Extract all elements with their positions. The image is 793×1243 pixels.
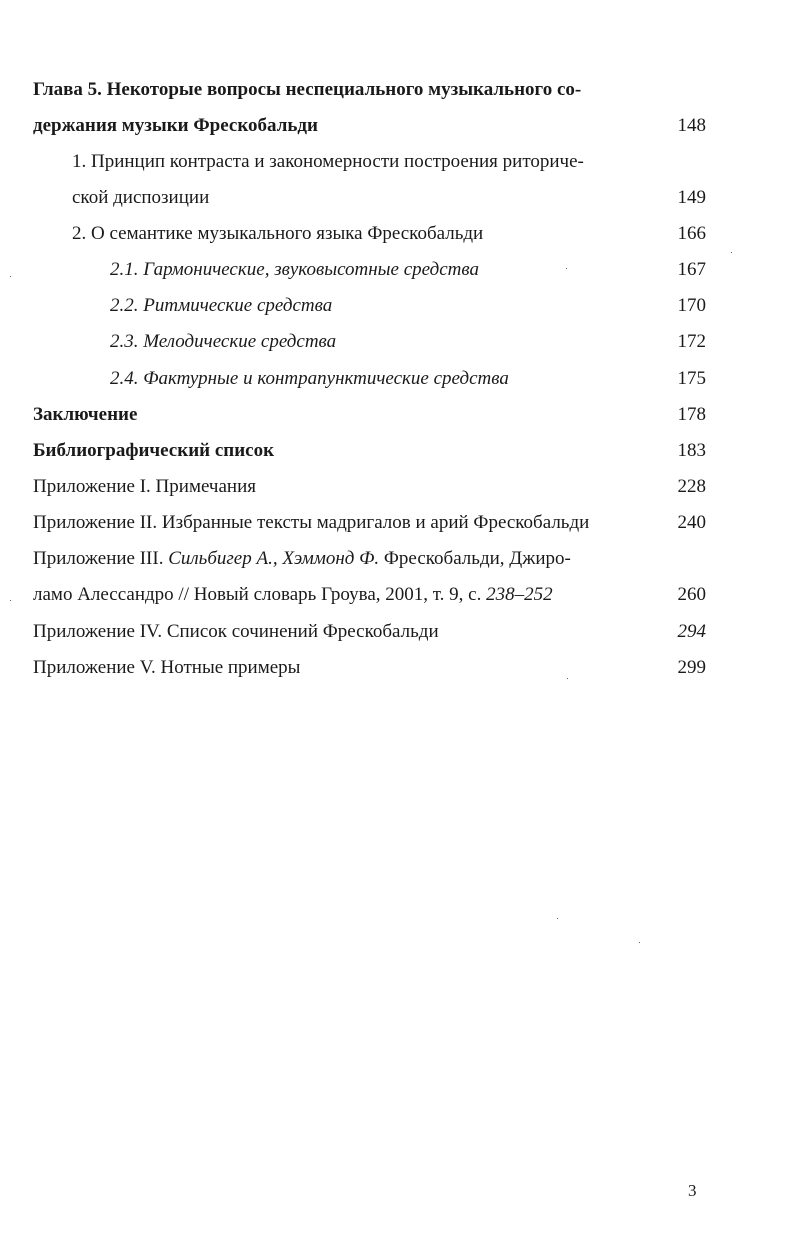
scan-speck <box>566 268 567 269</box>
toc-subsection-2-2-page: 170 <box>677 295 706 316</box>
toc-appendix1-page: 228 <box>677 476 706 497</box>
scan-speck <box>10 600 11 601</box>
toc-section1-title-line1: 1. Принцип контраста и закономерности построения риториче- <box>72 151 584 172</box>
toc-appendix4-title: Приложение IV. Список сочинений Фрескобальди <box>33 621 439 642</box>
page-number: 3 <box>688 1181 697 1200</box>
toc-appendix3-page: 260 <box>677 584 706 605</box>
toc-subsection-2-4-page: 175 <box>677 368 706 389</box>
toc-appendix3-title-line2 <box>33 583 553 607</box>
toc-appendix2-page: 240 <box>677 512 706 533</box>
toc-appendix1-title: Приложение I. Примечания <box>33 476 256 497</box>
toc-subsection-2-3-page: 172 <box>677 331 706 352</box>
scan-speck <box>731 252 732 253</box>
scan-speck <box>567 678 568 679</box>
toc-bibliography-title: Библиографический список <box>33 440 275 461</box>
toc-section1-title-line2: ской диспозиции <box>72 187 210 208</box>
toc-conclusion-page: 178 <box>677 404 706 425</box>
toc-appendix3-prefix: Приложение III. <box>33 548 164 569</box>
toc-section1-page: 149 <box>677 187 706 208</box>
toc-appendix3-authors: Сильбигер А., Хэммонд Ф. <box>168 548 380 569</box>
toc-chapter5-title-line2: держания музыки Фрескобальди <box>33 115 318 136</box>
toc-appendix3-pages-range: 238–252 <box>486 584 553 605</box>
toc-bibliography-page: 183 <box>677 440 706 461</box>
toc-chapter5-title-line1: Глава 5. Некоторые вопросы неспециального музыкального со- <box>33 79 582 100</box>
toc-appendix2-title: Приложение II. Избранные тексты мадригалов и арий Фрескобальди <box>33 512 590 533</box>
toc-chapter5-page: 148 <box>677 115 706 136</box>
toc-subsection-2-4-title: 2.4. Фактурные и контрапунктические средства <box>110 368 509 389</box>
toc-subsection-2-1-page: 167 <box>677 259 706 280</box>
scan-speck <box>639 942 640 943</box>
toc-appendix5-page: 299 <box>677 657 706 678</box>
toc-appendix3-title-line1 <box>33 547 571 571</box>
toc-conclusion-title: Заключение <box>33 404 138 425</box>
toc-subsection-2-2-title: 2.2. Ритмические средства <box>110 295 333 316</box>
scan-speck <box>10 276 11 277</box>
toc-appendix3-citation: ламо Алессандро // Новый словарь Гроува, 2001, т. 9, с. <box>33 584 482 605</box>
toc-section2-title: 2. О семантике музыкального языка Фрескобальди <box>72 223 484 244</box>
toc-appendix5-title: Приложение V. Нотные примеры <box>33 657 301 678</box>
scan-speck <box>557 918 558 919</box>
toc-subsection-2-3-title: 2.3. Мелодические средства <box>110 331 337 352</box>
toc-appendix4-page: 294 <box>677 621 706 642</box>
toc-subsection-2-1-title: 2.1. Гармонические, звуковысотные средства <box>110 259 479 280</box>
toc-appendix3-title-rest: Фрескобальди, Джиро- <box>383 548 571 569</box>
toc-section2-page: 166 <box>677 223 706 244</box>
